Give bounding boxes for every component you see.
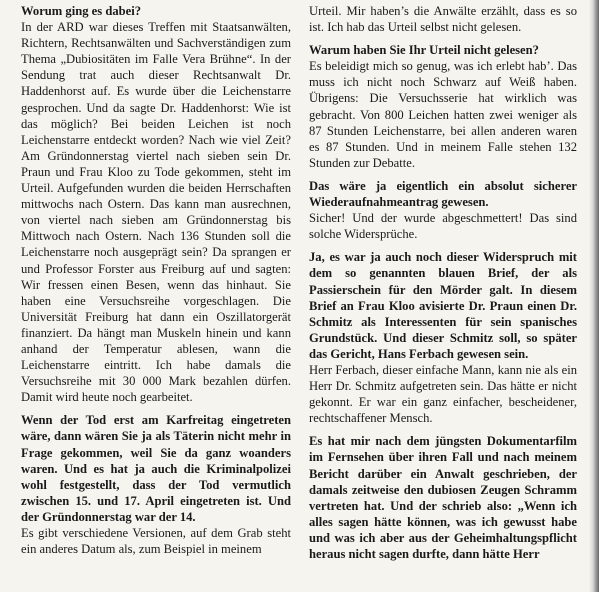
question-heading: Wenn der Tod erst am Karfreitag eingetreten wäre, dann wären Sie ja als Täterin nicht mehr in Frage gekommen, weil Sie da ganz woanders waren. Und es hat ja auch die Kriminalpolizei wohl festgestellt, dass der Tod vermutlich zwischen 15. und 17. April eingetreten ist. Und der Gründonnerstag war der 14. bbox=[21, 413, 291, 524]
question-heading: Es hat mir nach dem jüngsten Dokumentarfilm im Fernsehen über ihren Fall und nach meinem Bericht darüber ein Anwalt geschrieben, der damals zeitweise den dubiosen Zeugen Schramm vertreten hat. Und der schrieb also: „Wenn ich alles sagen hätte können, was ich gewusst habe und was ich aber aus der Geheimhaltungspflicht heraus nicht sagen durfte, dann hätte Herr bbox=[309, 434, 577, 561]
question-heading: Warum haben Sie Ihr Urteil nicht gelesen? bbox=[309, 43, 539, 58]
question-heading: Ja, es war ja auch noch dieser Widerspruch mit dem so genannten blauen Brief, der als Passierschein für den Mörder galt. In diesem Brief an Frau Kloo avisierte Dr. Praun einen Dr. Schmitz als Interessenten für sein spanisches Grundstück. Und dieser Schmitz soll, so später das Gericht, Hans Ferbach gewesen sein. bbox=[309, 250, 577, 361]
answer-paragraph: In der ARD war dieses Treffen mit Staatsanwälten, Richtern, Rechtsanwälten und Sachverständigen zum Thema „Dubiositäten im Falle Vera Brühne“. In der Sendung trat auch dieser Rechtsanwalt Dr. Haddenhorst auf. Es wurde über die Leichenstarre gesprochen. Und da sagte Dr. Haddenhorst: Wie ist das möglich? Bei beiden Leichen ist noch Leichenstarre entdeckt worden? Nach wie viel Zeit? Am Gründonnerstag viertel nach sieben sein Dr. Praun und Frau Kloo zu Tode gekommen, steht im Urteil. Aufgefunden wurden die beiden Herrschaften mittwochs nach Ostern. Das kann man ausrechnen, von viertel nach sieben am Gründonnerstag bis Mittwoch nach Ostern. Nach 136 Stunden soll die Leichenstarre noch ausgeprägt sein? Da sprangen er und Professor Forster aus Freiburg auf und sagten: Wir fressen einen Besen, wenn das hinhaut. Sie haben eine Versuchsreihe vorgeschlagen. Die Universität Freiburg hat dann ein Oszillatorgerät finanziert. Da hängt man Muskeln hinein und kann anhand der Temperatur ablesen, wann die Leichenstarre eintritt. Ich habe damals die Versuchsreihe mit 30 000 Mark bezahlen dürfen. Damit wird heute noch gearbeitet. bbox=[21, 20, 291, 405]
answer-paragraph: Sicher! Und der wurde abgeschmettert! Das sind solche Widersprüche. bbox=[309, 211, 577, 242]
answer-paragraph: Es beleidigt mich so genug, was ich erlebt hab’. Das muss ich nicht noch Schwarz auf Weiß haben. Übrigens: Die Versuchsserie hat wirklich was gebracht. Von 800 Leichen hatten zwei weniger als 87 Stunden Leichenstarre, bei allen anderen waren es 87 Stunden. Und in meinem Falle stehen 132 Stunden zur Debatte. bbox=[309, 59, 577, 170]
question-heading: Das wäre ja eigentlich ein absolut sicherer Wiederaufnahmeantrag gewesen. bbox=[309, 178, 577, 210]
left-column bbox=[21, 3, 291, 564]
answer-paragraph: Herr Ferbach, dieser einfache Mann, kann nie als ein Herr Dr. Schmitz aufgetreten sein. Das hätte er nicht gekonnt. Er war ein ganz einfacher, bescheidener, rechtschaffener Mensch. bbox=[309, 362, 577, 426]
page-edge-shadow bbox=[589, 0, 599, 592]
answer-paragraph: Urteil. Mir haben’s die Anwälte erzählt, dass es so ist. Ich hab das Urteil selbst nicht gelesen. bbox=[309, 4, 577, 35]
question-heading: Worum ging es dabei? bbox=[21, 4, 142, 18]
right-column bbox=[309, 3, 577, 562]
answer-paragraph: Es gibt verschiedene Versionen, auf dem Grab steht ein anderes Datum als, zum Beispiel in meinem bbox=[21, 526, 291, 557]
